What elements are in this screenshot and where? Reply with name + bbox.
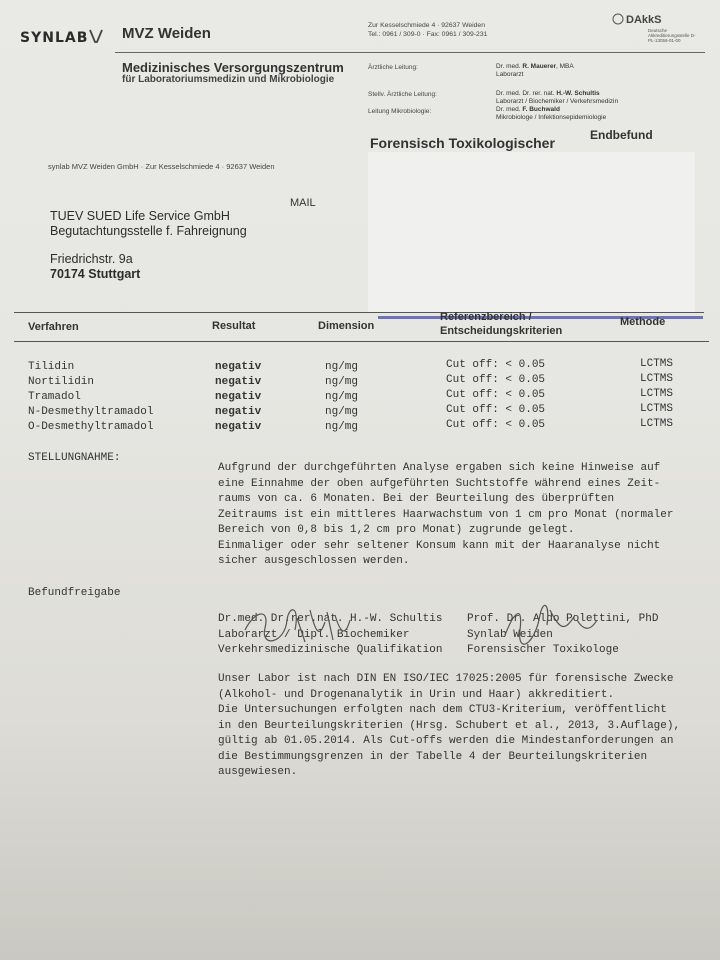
lab-subtitle-2: für Laboratoriumsmedizin und Mikrobiologie — [122, 74, 335, 85]
table-header-rule — [14, 341, 709, 342]
lab-name: MVZ Weiden — [122, 25, 211, 42]
staff-key-3: Leitung Mikrobiologie: — [368, 108, 432, 115]
row-4-ref: Cut off: < 0.05 — [446, 404, 546, 416]
row-3-ref: Cut off: < 0.05 — [446, 389, 546, 401]
row-5-result: negativ — [215, 421, 262, 433]
row-1-name: Tilidin — [28, 361, 75, 373]
release-signatory-left: Dr.med. Dr.rer.nat. H.-W. Schultis Laborarzt / Dipl. Biochemiker Verkehrsmedizinische Qualifikation — [218, 613, 443, 656]
row-2-ref: Cut off: < 0.05 — [446, 374, 546, 386]
row-1-method: LCTMS — [640, 358, 674, 370]
row-3-result: negativ — [215, 391, 262, 403]
column-header-technique: Methode — [620, 316, 666, 328]
release-label: Befundfreigabe — [28, 587, 121, 599]
row-2-unit: ng/mg — [325, 376, 359, 388]
row-4-name: N-Desmethyltramadol — [28, 406, 154, 418]
column-header-result: Resultat — [212, 320, 256, 332]
recipient-line-2: Begutachtungsstelle f. Fahreignung — [50, 224, 247, 238]
column-header-method: Verfahren — [28, 321, 79, 333]
redacted-area — [368, 152, 695, 312]
row-3-unit: ng/mg — [325, 391, 359, 403]
table-top-rule — [14, 312, 704, 313]
row-2-method: LCTMS — [640, 373, 674, 385]
column-header-reference-1: Referenzbereich / — [440, 311, 532, 323]
recipient-line-1: TUEV SUED Life Service GmbH — [50, 209, 230, 223]
header-divider — [115, 52, 705, 53]
row-3-method: LCTMS — [640, 388, 674, 400]
sender-line: synlab MVZ Weiden GmbH · Zur Kesselschmiede 4 · 92637 Weiden — [48, 162, 275, 171]
document-status: Endbefund — [590, 128, 653, 142]
staff-entry-3: Dr. med. F. Buchwald Mikrobiologe / Infektionsepidemiologie — [496, 106, 607, 121]
row-4-unit: ng/mg — [325, 406, 359, 418]
recipient-street: Friedrichstr. 9a — [50, 252, 133, 266]
row-2-name: Nortilidin — [28, 376, 95, 388]
column-header-reference-2: Entscheidungskriterien — [440, 325, 563, 337]
staff-entry-2: Dr. med. Dr. rer. nat. H.-W. Schultis Laborarzt / Biochemiker / Verkehrsmedizin — [496, 90, 619, 105]
row-4-method: LCTMS — [640, 403, 674, 415]
row-5-name: O-Desmethyltramadol — [28, 421, 154, 433]
row-1-ref: Cut off: < 0.05 — [446, 359, 546, 371]
row-5-unit: ng/mg — [325, 421, 359, 433]
row-5-ref: Cut off: < 0.05 — [446, 419, 546, 431]
delivery-method: MAIL — [290, 197, 316, 209]
lab-subtitle-1: Medizinisches Versorgungszentrum — [122, 60, 344, 75]
staff-key-2: Stellv. Ärztliche Leitung: — [368, 91, 437, 98]
accreditation-note: Unser Labor ist nach DIN EN ISO/IEC 17025:2005 für forensische Zwecke (Alkohol- und Drogenanalytik in Urin und Haar) akkreditiert. Die Untersuchungen erfolgten nach dem CTU3-Kriterium, veröffentlicht in den Beurteilungskriterien (Hrsg. Schubert et al., 2013, 3.Auflage), gültig ab 01.05.2014. Als Cut-offs werden die Mindestanforderungen an die Bestimmungsgrenzen in der Tabelle 4 der Beurteilungskriterien ausgewiesen. — [218, 673, 681, 778]
document-title: Forensisch Toxikologischer — [370, 135, 555, 151]
release-signatory-right: Prof. Dr. Aldo Polettini, PhD Synlab Weiden Forensischer Toxikologe — [467, 613, 659, 656]
row-4-result: negativ — [215, 406, 262, 418]
row-3-name: Tramadol — [28, 391, 81, 403]
row-1-unit: ng/mg — [325, 361, 359, 373]
statement-text: Aufgrund der durchgeführten Analyse ergaben sich keine Hinweise auf eine Einnahme der oben aufgeführten Suchtstoffe während eines Zeit- raums von ca. 6 Monaten. Bei der Beurteilung des überprüften Zeitraums ist ein mittleres Haarwachstum von 1 cm pro Monat (normaler Bereich von 0,8 bis 1,2 cm pro Monat) zugrunde gelegt. Einmaliger oder sehr seltener Konsum kann mit der Haaranalyse nicht sicher ausgeschlossen werden. — [218, 462, 674, 567]
row-2-result: negativ — [215, 376, 262, 388]
lab-phone: Tel.: 0961 / 309-0 · Fax: 0961 / 309-231 — [368, 31, 488, 38]
column-header-unit: Dimension — [318, 320, 375, 332]
signature-right-icon — [495, 590, 605, 650]
row-1-result: negativ — [215, 361, 262, 373]
synlab-logo-mark-icon — [88, 28, 104, 49]
recipient-city: 70174 Stuttgart — [50, 267, 141, 281]
signature-left-icon — [215, 600, 445, 650]
synlab-logo: SYNLAB — [20, 30, 89, 46]
statement-label: STELLUNGNAHME: — [28, 452, 121, 464]
dakks-seal-icon — [612, 13, 624, 25]
staff-entry-1: Dr. med. R. Mauerer, MBA Laborarzt — [496, 63, 574, 78]
lab-address: Zur Kesselschmiede 4 · 92637 Weiden — [368, 22, 485, 29]
staff-key-1: Ärztliche Leitung: — [368, 64, 418, 71]
dakks-accreditation-badge: DAkkS Deutsche Akkreditierungsstelle D-PL-13056-01-00 — [612, 10, 700, 44]
row-5-method: LCTMS — [640, 418, 674, 430]
